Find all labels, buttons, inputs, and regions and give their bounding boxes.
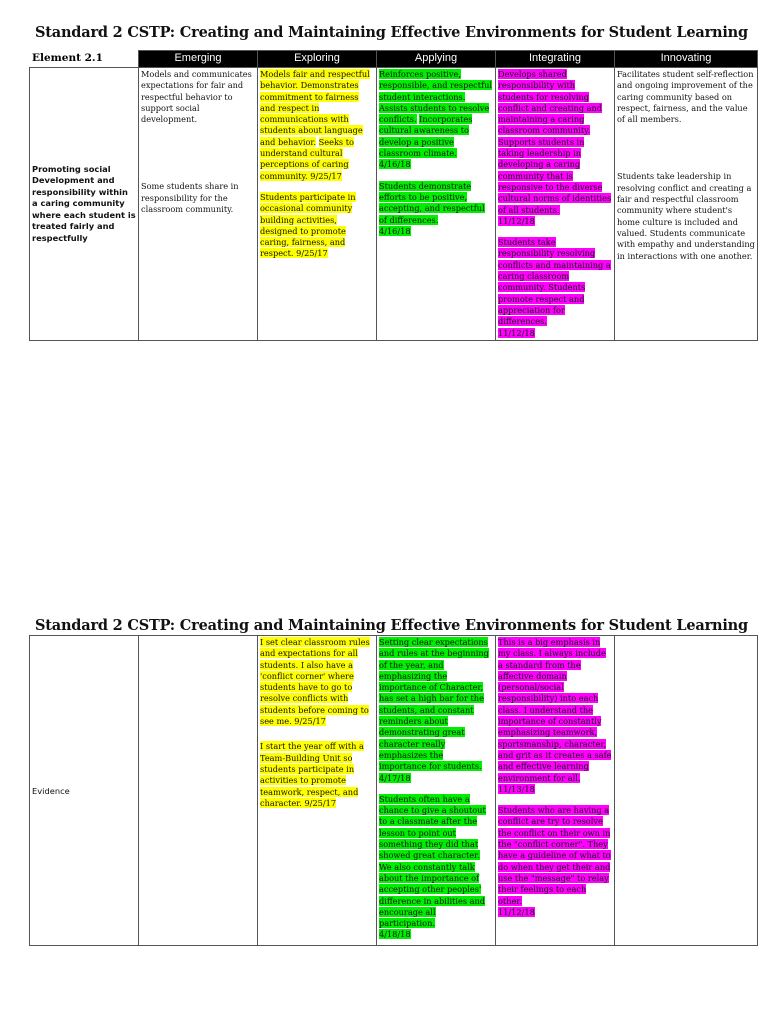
integrating-date-1: 11/12/18 bbox=[498, 215, 535, 226]
cell-exploring bbox=[258, 68, 377, 341]
evidence-exploring-text-2: I start the year off with a Team-Building Unit so students participate in activities to promote teamwork, respect, and character. 9/25/17 bbox=[260, 741, 364, 808]
integrating-date-2: 11/12/18 bbox=[498, 327, 535, 338]
evidence-exploring bbox=[258, 636, 377, 946]
cell-emerging bbox=[139, 68, 258, 341]
header-innovating: Innovating bbox=[615, 51, 758, 68]
page-title-2: Standard 2 CSTP: Creating and Maintaining Effective Environments for Student Learning bbox=[35, 617, 748, 634]
evidence-label: Evidence bbox=[30, 636, 139, 946]
evidence-integrating bbox=[496, 636, 615, 946]
header-exploring: Exploring bbox=[258, 51, 377, 68]
cell-innovating bbox=[615, 68, 758, 341]
row-label-element bbox=[30, 68, 139, 341]
row-label-text: Promoting social Development and responsibility within a caring community where each student is treated fairly and respectfully bbox=[32, 163, 136, 243]
integrating-text-1: Develops shared responsibility with students for resolving conflict and creating and maintaining a caring classroom community. Supports students in taking leadership in developing a caring community that is responsive to the diverse cultural norms of identities of all students. bbox=[498, 69, 612, 215]
evidence-integrating-text-1: This is a big emphasis in my class. I always include a standard from the affective domain (personal/social responsibility) into each class. I understand the importance of constantly emphasizing teamwork, sportsmanship, character, and grit as it creates a safe and effective learning environment for all. bbox=[498, 637, 612, 783]
header-emerging: Emerging bbox=[139, 51, 258, 68]
page-title: Standard 2 CSTP: Creating and Maintaining Effective Environments for Student Learning bbox=[35, 24, 748, 41]
applying-date-2: 4/16/18 bbox=[379, 225, 411, 236]
innovating-text-1: Facilitates student self-reflection and ongoing improvement of the caring community based on respect, fairness, and the value of all members. bbox=[617, 69, 754, 125]
emerging-text-1: Models and communicates expectations for fair and respectful behavior to support social development. bbox=[141, 69, 252, 125]
evidence-exploring-text-1: I set clear classroom rules and expectations for all students. I also have a 'conflict corner' where students have to go to resolve conflicts with students before coming to see me. 9/25/17 bbox=[260, 637, 370, 727]
applying-date-1: 4/16/18 bbox=[379, 159, 411, 170]
exploring-text-1: Models fair and respectful behavior. Demonstrates commitment to fairness and respect in communications with students about language and behavior. bbox=[260, 69, 370, 147]
applying-text-2: Incorporates cultural awareness to develop a positive classroom climate. bbox=[379, 114, 473, 159]
evidence-integrating-text-2: Students who are having a conflict are try to resolve the conflict on their own in the "conflict corner". They have a guideline of what to do when they get their and use the "message" to relay their feelings to each other. bbox=[498, 805, 611, 906]
applying-text-1: Reinforces positive, responsible, and respectful student interactions. Assists students to resolve conflicts. bbox=[379, 69, 492, 125]
evidence-applying-text-1: Setting clear expectations and rules at the beginning of the year, and emphasizing the importance of Character, has set a high bar for the students, and constant reminders about demonstrating great character really emphasizes the importance for students. bbox=[379, 637, 489, 772]
evidence-applying-text-2: Students often have a chance to give a shoutout to a classmate after the lesson to point out something they did that showed great character. We also constantly talk about the importance of accepting other peoples' difference in abilities and encourage all participation. bbox=[379, 793, 486, 929]
integrating-text-2: Students take responsibility resolving conflicts and maintaining a caring classroom community. Students promote respect and appreciation for differences. bbox=[498, 237, 611, 327]
evidence-integrating-date-1: 11/13/18 bbox=[498, 783, 535, 794]
rubric-table bbox=[29, 50, 758, 341]
evidence-integrating-date-2: 11/12/18 bbox=[498, 906, 535, 917]
evidence-applying bbox=[377, 636, 496, 946]
emerging-text-2: Some students share in responsibility for the classroom community. bbox=[141, 181, 239, 215]
evidence-innovating bbox=[615, 636, 758, 946]
evidence-applying-date-2: 4/18/18 bbox=[379, 929, 411, 940]
evidence-emerging bbox=[139, 636, 258, 946]
evidence-applying-date-1: 4/17/18 bbox=[379, 772, 411, 783]
header-applying: Applying bbox=[377, 51, 496, 68]
element-label: Element 2.1 bbox=[30, 51, 139, 68]
exploring-text-2: Seeks to understand cultural perceptions of caring community. 9/25/17 bbox=[260, 136, 354, 181]
innovating-text-2: Students take leadership in resolving conflict and creating a fair and respectful classroom community where student's home culture is included and valued. Students communicate with empathy and understanding in interactions with one another. bbox=[617, 171, 755, 261]
header-integrating: Integrating bbox=[496, 51, 615, 68]
cell-applying bbox=[377, 68, 496, 341]
applying-text-3: Students demonstrate efforts to be positive, accepting, and respectful of differences. bbox=[379, 180, 485, 225]
cell-integrating bbox=[496, 68, 615, 341]
evidence-table bbox=[29, 635, 758, 946]
exploring-text-3: Students participate in occasional community building activities, designed to promote caring, fairness, and respect. 9/25/17 bbox=[260, 191, 356, 259]
